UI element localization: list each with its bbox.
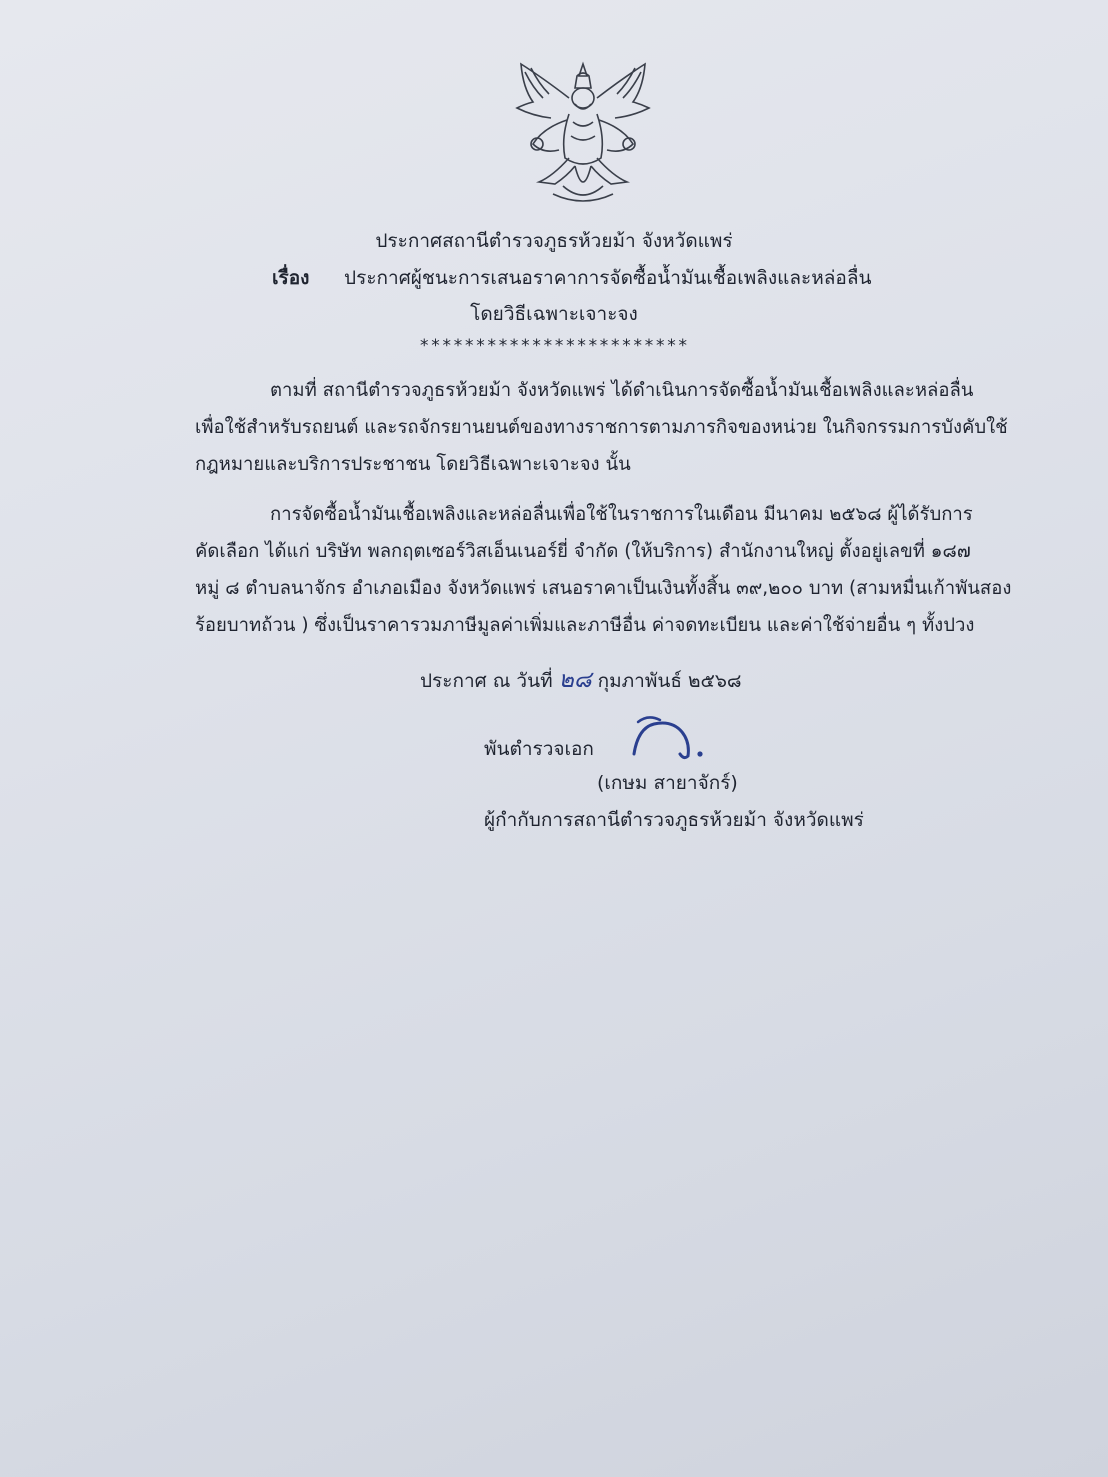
announcement-date xyxy=(420,662,742,698)
signer-name: (เกษม สายาจักร์) xyxy=(597,772,738,794)
paragraph-1-line-2: เพื่อใช้สำหรับรถยนต์ และรถจักรยานยนต์ของทางราชการตามภารกิจของหน่วย ในกิจกรรมการบังคับใช้ xyxy=(195,417,1008,438)
subject-row xyxy=(272,263,871,293)
signer-rank: พันตำรวจเอก xyxy=(484,738,594,760)
announcement-title: ประกาศสถานีตำรวจภูธรห้วยม้า จังหวัดแพร่ xyxy=(375,230,733,252)
signer-position: ผู้กำกับการสถานีตำรวจภูธรห้วยม้า จังหวัดแพร่ xyxy=(484,809,864,831)
handwritten-day: ๒๘ xyxy=(558,667,592,693)
paragraph-2-line-4: ร้อยบาทถ้วน ) ซึ่งเป็นราคารวมภาษีมูลค่าเพิ่มและภาษีอื่น ค่าจดทะเบียน และค่าใช้จ่ายอื่น ๆ ทั้งปวง xyxy=(195,615,975,636)
paragraph-2-line-3: หมู่ ๘ ตำบลนาจักร อำเภอเมือง จังหวัดแพร่ เสนอราคาเป็นเงินทั้งสิ้น ๓๙,๒๐๐ บาท (สามหมื่นเก้าพันสอง xyxy=(195,578,1012,599)
date-month-year: กุมภาพันธ์ ๒๕๖๘ xyxy=(597,670,742,692)
subject-text: ประกาศผู้ชนะการเสนอราคาการจัดซื้อน้ำมันเชื้อเพลิงและหล่อลื่น xyxy=(344,267,872,289)
separator-line: ************************ xyxy=(419,336,689,356)
paragraph-2-line-1: การจัดซื้อน้ำมันเชื้อเพลิงและหล่อลื่นเพื่อใช้ในราชการในเดือน มีนาคม ๒๕๖๘ ผู้ได้รับการ xyxy=(270,504,973,525)
paragraph-2-line-2: คัดเลือก ได้แก่ บริษัท พลกฤตเซอร์วิสเอ็นเนอร์ยี่ จำกัด (ให้บริการ) สำนักงานใหญ่ ตั้งอยู่เลขที่ ๑๘๗ xyxy=(195,541,971,562)
date-prefix: ประกาศ ณ วันที่ xyxy=(420,670,553,692)
garuda-emblem-icon xyxy=(503,58,663,208)
handwritten-signature xyxy=(624,710,714,766)
subject-label: เรื่อง xyxy=(272,267,310,289)
subject-continuation: โดยวิธีเฉพาะเจาะจง xyxy=(470,303,638,325)
paragraph-1-line-3: กฎหมายและบริการประชาชน โดยวิธีเฉพาะเจาะจง นั้น xyxy=(195,454,631,475)
paragraph-1-line-1: ตามที่ สถานีตำรวจภูธรห้วยม้า จังหวัดแพร่ ได้ดำเนินการจัดซื้อน้ำมันเชื้อเพลิงและหล่อลื่น xyxy=(270,380,974,401)
